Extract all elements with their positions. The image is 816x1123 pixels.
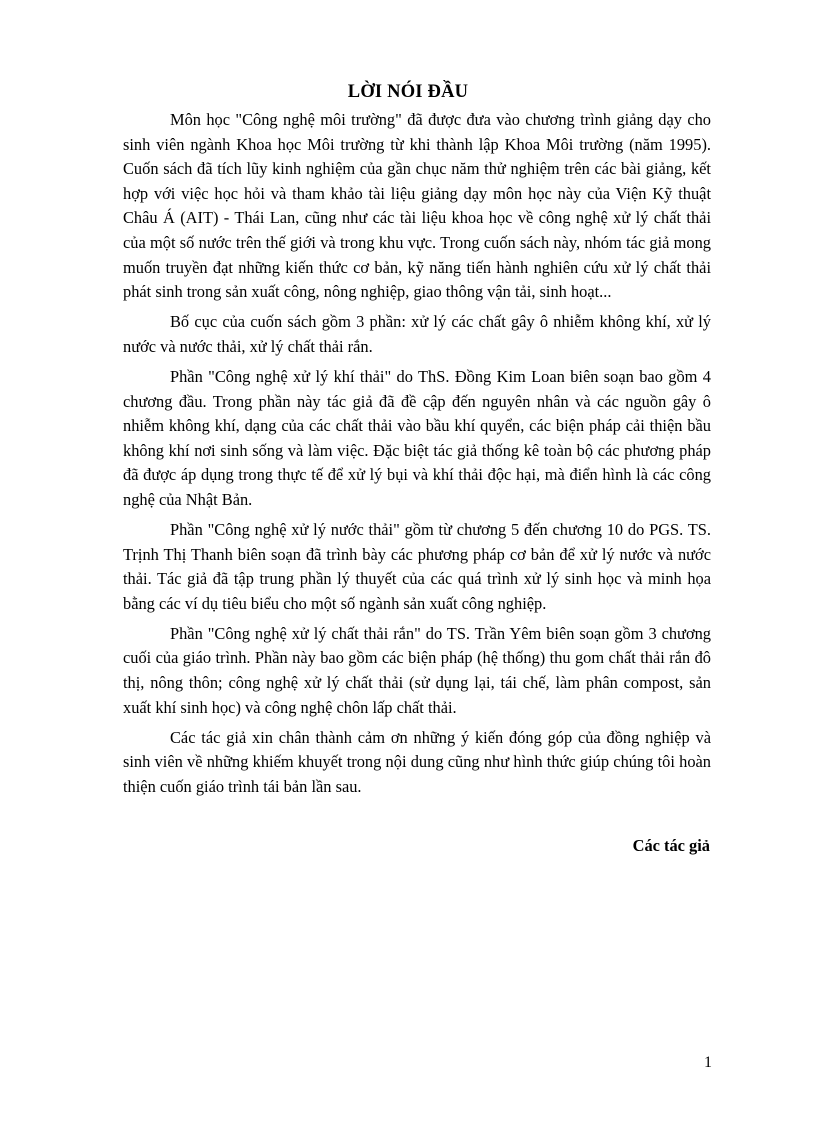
paragraph-air-treatment: Phần "Công nghệ xử lý khí thải" do ThS. Đồng Kim Loan biên soạn bao gồm 4 chương đầu. Trong phần này tác giả đã đề cập đến nguyên nhân và các nguồn gây ô nhiễm không khí, dạng của các chất thải vào bầu khí quyển, các biện pháp cải thiện bầu không khí nơi sinh sống và làm việc. Đặc biệt tác giả thống kê toàn bộ các phương pháp đã được áp dụng trong thực tế để xử lý bụi và khí thải độc hại, mà điển hình là các công nghệ của Nhật Bản. <box>123 366 711 509</box>
page-number: 1 <box>704 1054 712 1071</box>
authors-signature: Các tác giả <box>632 836 710 855</box>
paragraph-structure: Bố cục của cuốn sách gồm 3 phần: xử lý các chất gây ô nhiễm không khí, xử lý nước và nước thải, xử lý chất thải rắn. <box>123 312 711 356</box>
paragraph-intro: Môn học "Công nghệ môi trường" đã được đưa vào chương trình giảng dạy cho sinh viên ngành Khoa học Môi trường từ khi thành lập Khoa Môi trường (năm 1995). Cuốn sách đã tích lũy kinh nghiệm của gần chục năm thử nghiệm trên các bài giảng, kết hợp với việc học hỏi và tham khảo tài liệu giảng dạy môn học này của Viện Kỹ thuật Châu Á (AIT) - Thái Lan, cũng như các tài liệu khoa học về công nghệ xử lý chất thải của một số nước trên thế giới và trong khu vực. Trong cuốn sách này, nhóm tác giả mong muốn truyền đạt những kiến thức cơ bản, kỹ năng tiến hành nghiên cứu xử lý chất thải phát sinh trong sản xuất công, nông nghiệp, giao thông vận tải, sinh hoạt... <box>123 110 711 302</box>
page-title: LỜI NÓI ĐẦU <box>347 82 469 102</box>
paragraph-water-treatment: Phần "Công nghệ xử lý nước thải" gồm từ chương 5 đến chương 10 do PGS. TS. Trịnh Thị Thanh biên soạn đã trình bày các phương pháp cơ bản để xử lý nước và nước thải. Tác giả đã tập trung phần lý thuyết của các quá trình xử lý sinh học và minh họa bằng các ví dụ tiêu biểu cho một số ngành sản xuất công nghiệp. <box>123 520 711 613</box>
paragraph-acknowledgement: Các tác giả xin chân thành cảm ơn những ý kiến đóng góp của đồng nghiệp và sinh viên về những khiếm khuyết trong nội dung cũng như hình thức giúp chúng tôi hoàn thiện cuốn giáo trình tái bản lần sau. <box>123 727 711 796</box>
document-body <box>123 108 711 805</box>
paragraph-solid-waste: Phần "Công nghệ xử lý chất thải rắn" do TS. Trần Yêm biên soạn gồm 3 chương cuối của giáo trình. Phần này bao gồm các biện pháp (hệ thống) thu gom chất thải rắn đô thị, nông thôn; công nghệ xử lý chất thải (sử dụng lại, tái chế, làm phân compost, sản xuất khí sinh học) và công nghệ chôn lấp chất thải. <box>123 623 711 717</box>
